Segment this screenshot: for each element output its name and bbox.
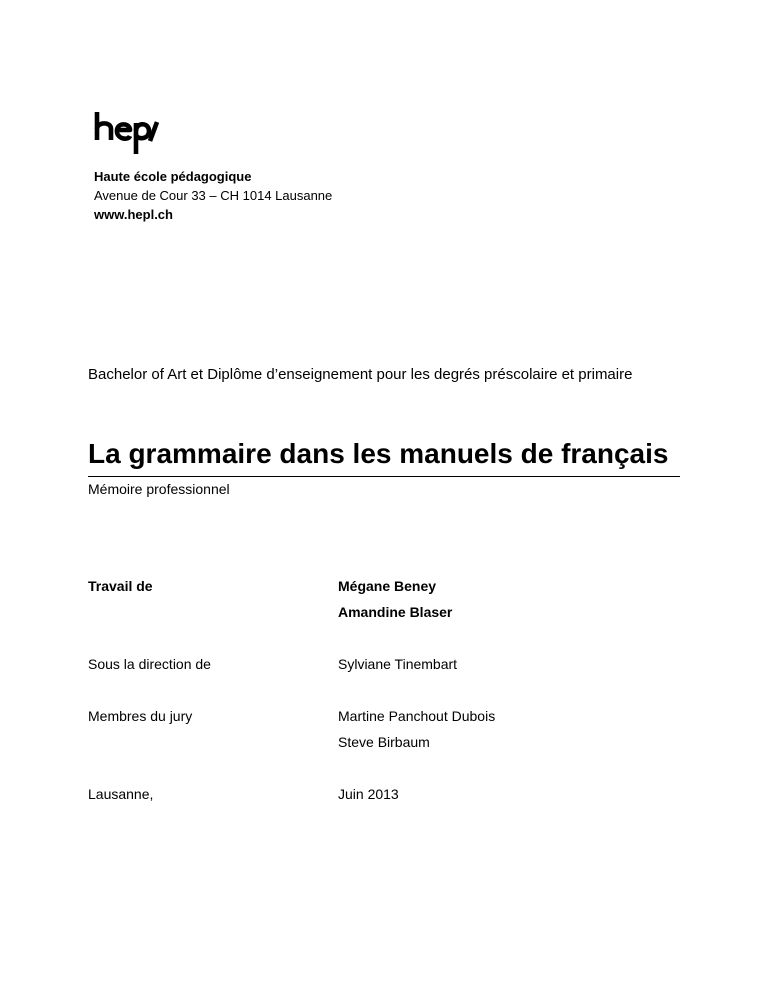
program-name: Bachelor of Art et Diplôme d’enseignement pour les degrés préscolaire et primaire [88,366,633,383]
date-value: Juin 2013 [338,786,399,802]
jury-member: Steve Birbaum [338,734,430,750]
author-name: Mégane Beney [338,578,437,594]
jury-label: Membres du jury [88,708,193,724]
document-title: La grammaire dans les manuels de français [88,438,669,469]
title-divider [88,476,680,477]
author-name: Amandine Blaser [338,604,453,620]
institution-name: Haute école pédagogique [94,169,252,184]
work-by-label: Travail de [88,578,153,594]
director-name: Sylviane Tinembart [338,656,458,672]
hepl-logo [93,110,159,156]
institution-website: www.hepl.ch [94,207,173,222]
direction-label: Sous la direction de [88,656,211,672]
institution-address: Avenue de Cour 33 – CH 1014 Lausanne [94,188,333,203]
place-label: Lausanne, [88,786,154,802]
jury-member: Martine Panchout Dubois [338,708,496,724]
institution-block [94,167,332,224]
document-subtitle: Mémoire professionnel [88,481,230,497]
